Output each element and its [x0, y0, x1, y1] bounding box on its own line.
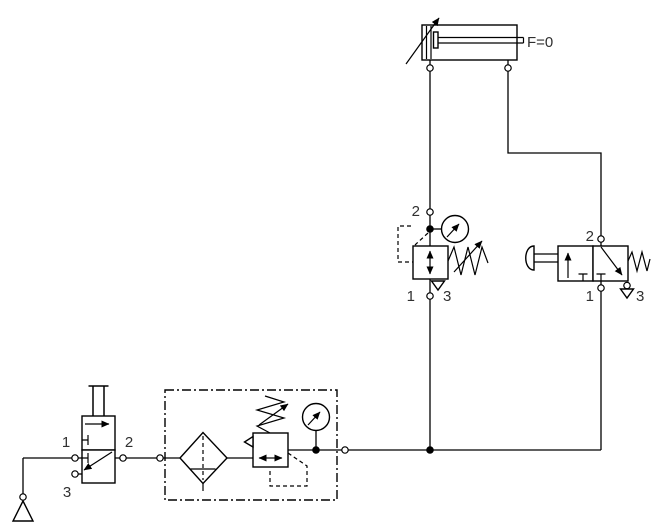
port-circle[interactable] [598, 236, 604, 242]
port-label: 2 [585, 228, 594, 245]
spring-icon [448, 247, 488, 275]
valve-position-box [558, 246, 593, 281]
port-circle[interactable] [72, 455, 78, 461]
exhaust-icon [621, 282, 634, 298]
tubing-line [508, 60, 601, 246]
regulator-gauge[interactable] [442, 216, 469, 243]
port-label: 1 [406, 288, 415, 305]
regulator-body [253, 433, 288, 467]
port-label: 2 [124, 434, 134, 451]
junction-dot [312, 446, 320, 454]
port-label: 3 [62, 484, 72, 501]
adjustment-arrow [454, 241, 482, 272]
spring-icon [257, 396, 284, 433]
valve-position-box [82, 450, 115, 483]
pushbutton-cap [526, 246, 534, 270]
pushbutton-actuator-icon[interactable] [526, 246, 558, 270]
port-circle[interactable] [427, 209, 433, 215]
port-circle[interactable] [72, 471, 78, 477]
left-shutoff-valve-3-2[interactable] [62, 386, 133, 501]
port-label: 3 [636, 288, 645, 305]
port-circle[interactable] [427, 65, 433, 71]
port-circle[interactable] [20, 494, 26, 500]
junction-dot [426, 446, 434, 454]
port-circle[interactable] [427, 293, 433, 299]
force-label: F=0 [527, 34, 554, 51]
return-spring-icon [628, 252, 650, 271]
port-circle[interactable] [598, 285, 604, 291]
filter-icon[interactable] [180, 433, 227, 492]
junction-dot [426, 225, 434, 233]
pilot-line [415, 233, 428, 245]
service-gauge[interactable] [303, 404, 330, 431]
valve-position-box [593, 246, 628, 281]
plunger-actuator-icon [89, 386, 109, 416]
pilot-line [398, 226, 413, 262]
service-regulator[interactable] [245, 396, 308, 486]
cylinder[interactable] [406, 18, 553, 71]
port-circle[interactable] [505, 65, 511, 71]
main-pressure-regulator[interactable] [398, 203, 488, 305]
compressed-air-supply[interactable] [13, 494, 33, 521]
pushbutton-valve-3-2[interactable] [526, 228, 650, 305]
port-label: 3 [443, 288, 452, 305]
exhaust-triangle [621, 289, 634, 298]
service-unit[interactable] [157, 390, 348, 500]
relief-vent-icon [245, 437, 254, 448]
pushbutton-stem [534, 254, 558, 262]
port-circle[interactable] [157, 455, 163, 461]
port-label: 2 [411, 203, 420, 220]
piston-plate [434, 32, 439, 48]
port-label: 1 [61, 434, 71, 451]
port-circle[interactable] [624, 282, 630, 288]
port-circle[interactable] [120, 455, 126, 461]
air-supply-icon [13, 501, 33, 521]
port-label: 1 [585, 288, 594, 305]
port-circle[interactable] [342, 447, 348, 453]
adjustment-arrow [259, 404, 288, 425]
valve-position-box [82, 416, 115, 450]
